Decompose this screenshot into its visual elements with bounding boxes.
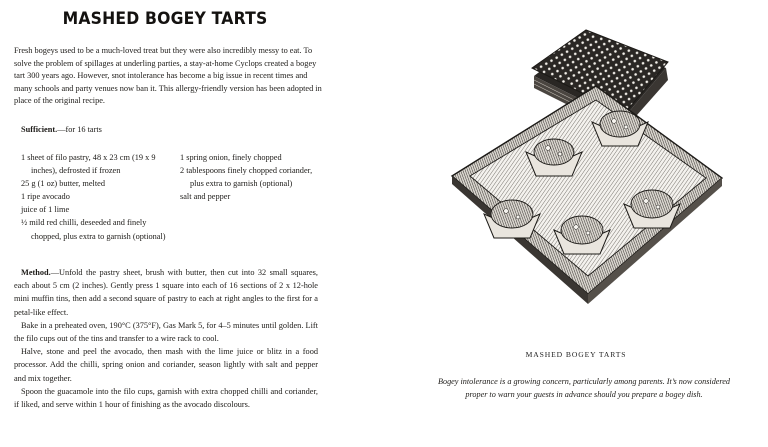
ingredient-item: 1 ripe avocado <box>21 192 70 202</box>
servings-text: —for 16 tarts <box>57 125 102 134</box>
servings-line <box>21 125 102 134</box>
illustration-caption: Bogey intolerance is a growing concern, particularly among parents. It’s now considered proper to warn your guests in advance should you prepare a bogey dish. <box>437 377 731 399</box>
method-step: Bake in a preheated oven, 190°C (375°F), Gas Mark 5, for 4–5 minutes until golden. Lift the filo cups out of the tins and transfer to a wire rack to cool. <box>14 320 318 344</box>
illustration-caption-title: MASHED BOGEY TARTS <box>525 350 627 359</box>
ingredients-column-left <box>21 151 171 243</box>
servings-label: Sufficient. <box>21 125 58 134</box>
serving-plate <box>452 86 722 304</box>
ingredient-item: 25 g (1 oz) butter, melted <box>21 179 105 189</box>
ingredient-item: 1 sheet of filo pastry, 48 x 23 cm (19 x 9 inches), defrosted if frozen <box>21 153 156 176</box>
ingredient-item: 1 spring onion, finely chopped <box>180 153 282 162</box>
tarts-engraving-illustration <box>446 28 728 338</box>
recipe-title: MASHED BOGEY TARTS <box>62 9 268 29</box>
ingredient-item: salt and pepper <box>180 192 231 202</box>
ingredient-item: 2 tablespoons finely chopped coriander, plus extra to garnish (optional) <box>180 166 313 189</box>
ingredients-column-right <box>180 151 320 203</box>
recipe-intro: Fresh bogeys used to be a much-loved treat but they were also incredibly messy to eat. To solve the problem of spillages at underling parties, a stay-at-home Cyclops created a bogey tart 300 years ago. However, snot intolerance has become a big issue in recent times and many schools and party venues now ban it. This allergy-friendly version has been adopted in place of the original recipe. <box>14 46 322 106</box>
method-step: Halve, stone and peel the avocado, then mash with the lime juice or blitz in a food processor. Add the chilli, spring onion and coriander, season lightly with salt and pepper and mix together. <box>14 347 318 383</box>
method-label: Method. <box>21 268 51 277</box>
method-section <box>14 266 318 411</box>
ingredient-item: ½ mild red chilli, deseeded and finely chopped, plus extra to garnish (optional) <box>21 218 166 241</box>
method-step: Spoon the guacamole into the filo cups, garnish with extra chopped chilli and coriander, if liked, and serve within 1 hour of finishing as the avocado discolours. <box>14 386 318 410</box>
method-step-text: —Unfold the pastry sheet, brush with butter, then cut into 32 small squares, each about 5 cm (2 inches). Gently press 1 square into each of 16 sections of 2 x 12-hole mini muffin tins, then add a second square of pastry to each at right angles to the first for a petal-like effect. <box>14 268 318 317</box>
ingredient-item: juice of 1 lime <box>21 205 70 215</box>
method-step <box>14 266 318 319</box>
illustration-page <box>384 0 768 447</box>
